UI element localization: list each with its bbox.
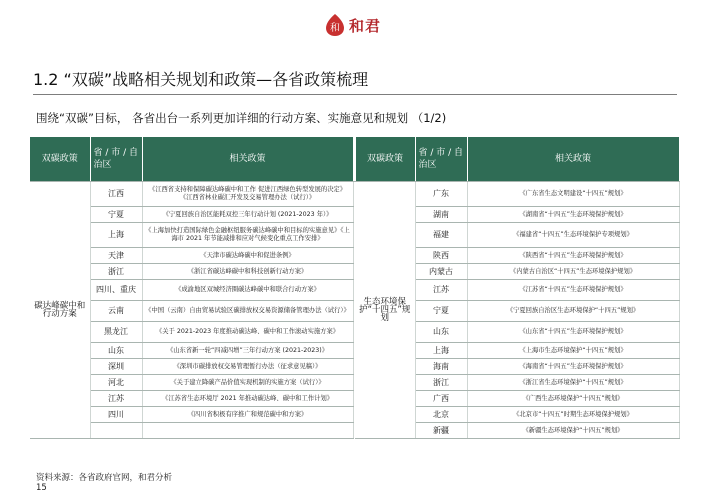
left-policy-cell: 《浙江省碳达峰碳中和科技创新行动方案》	[142, 264, 353, 280]
column-gap	[353, 423, 355, 439]
left-policy-cell: 《江西省支持和保障碳达峰碳中和工作 促进江西绿色转型发展的决定》《江西省林业碳汇开发及交易管理办法（试行）》	[142, 182, 353, 207]
table-row	[30, 407, 679, 423]
left-province-cell: 四川	[90, 407, 142, 423]
left-policy-cell: 《中国（云南）自由贸易试验区碳排放权交易资源储备管理办法（试行）》	[142, 301, 353, 322]
brand-name: 和君	[349, 16, 382, 35]
table-header-row	[30, 137, 679, 182]
column-gap	[353, 375, 355, 391]
table-row	[30, 375, 679, 391]
left-province-cell: 江苏	[90, 391, 142, 407]
left-policy-cell: 《天津市碳达峰碳中和促进条例》	[142, 248, 353, 264]
right-policy-cell: 《福建省“十四五”生态环境保护专项规划》	[467, 223, 679, 248]
left-province-cell: 深圳	[90, 359, 142, 375]
table-row	[30, 207, 679, 223]
column-gap	[353, 223, 355, 248]
left-province-cell: 四川、重庆	[90, 280, 142, 301]
right-policy-cell: 《上海市生态环境保护“十四五”规划》	[467, 343, 679, 359]
column-gap	[353, 343, 355, 359]
right-province-cell: 山东	[415, 322, 467, 343]
right-province-cell: 广西	[415, 391, 467, 407]
left-policy-cell: 《山东省新一轮“四减四增”三年行动方案 (2021-2023)》	[142, 343, 353, 359]
brand-logo	[325, 10, 381, 40]
right-province-cell: 新疆	[415, 423, 467, 439]
left-province-cell: 黑龙江	[90, 322, 142, 343]
header-province: 省 / 市 / 自治区	[90, 137, 142, 182]
policy-table	[30, 137, 680, 439]
left-province-cell: 浙江	[90, 264, 142, 280]
left-province-cell: 云南	[90, 301, 142, 322]
left-province-cell: 宁夏	[90, 207, 142, 223]
header-category: 双碳政策	[30, 137, 90, 182]
table-row	[30, 343, 679, 359]
header-policy-right: 相关政策	[467, 137, 679, 182]
right-policy-cell: 《海南省“十四五”生态环境保护规划》	[467, 359, 679, 375]
column-gap	[353, 248, 355, 264]
brand-mark-icon	[325, 13, 345, 37]
right-province-cell: 宁夏	[415, 301, 467, 322]
column-gap	[353, 301, 355, 322]
left-province-cell: 天津	[90, 248, 142, 264]
left-category-cell: 碳达峰碳中和行动方案	[30, 182, 90, 439]
left-province-cell: 山东	[90, 343, 142, 359]
right-policy-cell: 《新疆生态环境保护“十四五”规划》	[467, 423, 679, 439]
table-row	[30, 359, 679, 375]
right-province-cell: 陕西	[415, 248, 467, 264]
left-policy-cell: 《四川省积极有序推广和规范碳中和方案》	[142, 407, 353, 423]
header-province-right: 省 / 市 / 自治区	[415, 137, 467, 182]
left-policy-cell: 《江苏省生态环境厅 2021 年推动碳达峰、碳中和工作计划》	[142, 391, 353, 407]
source-note: 资料来源：各省政府官网，和君分析	[36, 473, 173, 483]
left-policy-cell: 《成渝地区双城经济圈碳达峰碳中和联合行动方案》	[142, 280, 353, 301]
left-empty-cell	[142, 423, 353, 439]
right-province-cell: 广东	[415, 182, 467, 207]
right-policy-cell: 《浙江省生态环境保护“十四五”规划》	[467, 375, 679, 391]
right-policy-cell: 《山东省“十四五”生态环境保护规划》	[467, 322, 679, 343]
header-category-right: 双碳政策	[355, 137, 415, 182]
right-province-cell: 江苏	[415, 280, 467, 301]
table-row	[30, 322, 679, 343]
right-policy-cell: 《广东省生态文明建设“十四五”规划》	[467, 182, 679, 207]
right-category-cell: 生态环境保护“十四五”规划	[355, 182, 415, 439]
right-province-cell: 内蒙古	[415, 264, 467, 280]
page-title: 1.2 “双碳”战略相关规划和政策—各省政策梳理	[33, 70, 369, 89]
right-province-cell: 浙江	[415, 375, 467, 391]
column-gap	[353, 391, 355, 407]
table-row	[30, 264, 679, 280]
header-policy: 相关政策	[142, 137, 353, 182]
page-subtitle: 围绕“双碳”目标， 各省出台一系列更加详细的行动方案、实施意见和规划 （1/2)	[36, 111, 447, 125]
left-province-cell: 江西	[90, 182, 142, 207]
right-policy-cell: 《内蒙古自治区“十四五”生态环境保护规划》	[467, 264, 679, 280]
table-row	[30, 248, 679, 264]
table-row	[30, 280, 679, 301]
column-gap	[353, 280, 355, 301]
left-policy-cell: 《关于建立降碳产品价值实现机制的实施方案（试行）》	[142, 375, 353, 391]
column-gap	[353, 359, 355, 375]
right-policy-cell: 《宁夏回族自治区生态环境保护“十四五”规划》	[467, 301, 679, 322]
column-gap	[353, 207, 355, 223]
column-gap	[353, 407, 355, 423]
right-province-cell: 上海	[415, 343, 467, 359]
right-province-cell: 福建	[415, 223, 467, 248]
left-policy-cell: 《关于 2021-2023 年度推动碳达峰、碳中和工作滚动实施方案》	[142, 322, 353, 343]
table-row	[30, 223, 679, 248]
svg-text:和: 和	[330, 23, 340, 34]
left-policy-cell: 《深圳市碳排放权交易管理暂行办法（征求意见稿）》	[142, 359, 353, 375]
right-province-cell: 湖南	[415, 207, 467, 223]
right-policy-cell: 《北京市“十四五”时期生态环境保护规划》	[467, 407, 679, 423]
right-policy-cell: 《湖南省“十四五”生态环境保护规划》	[467, 207, 679, 223]
table-row	[30, 423, 679, 439]
left-policy-cell: 《上海加快打造国际绿色金融枢纽服务碳达峰碳中和目标的实施意见》《上海市 2021 年节能减排和应对气候变化重点工作安排》	[142, 223, 353, 248]
column-gap	[353, 322, 355, 343]
left-province-cell: 河北	[90, 375, 142, 391]
right-policy-cell: 《江苏省“十四五”生态环境保护规划》	[467, 280, 679, 301]
table-row	[30, 301, 679, 322]
left-empty-cell	[90, 423, 142, 439]
title-divider	[33, 94, 677, 95]
left-province-cell: 上海	[90, 223, 142, 248]
table-row	[30, 391, 679, 407]
right-province-cell: 海南	[415, 359, 467, 375]
right-province-cell: 北京	[415, 407, 467, 423]
right-policy-cell: 《陕西省“十四五”生态环境保护规划》	[467, 248, 679, 264]
page-number: 15	[36, 483, 47, 493]
left-policy-cell: 《宁夏回族自治区能耗双控三年行动计划 (2021-2023 年）》	[142, 207, 353, 223]
table-row	[30, 182, 679, 207]
column-gap	[353, 264, 355, 280]
right-policy-cell: 《广西生态环境保护“十四五”规划》	[467, 391, 679, 407]
